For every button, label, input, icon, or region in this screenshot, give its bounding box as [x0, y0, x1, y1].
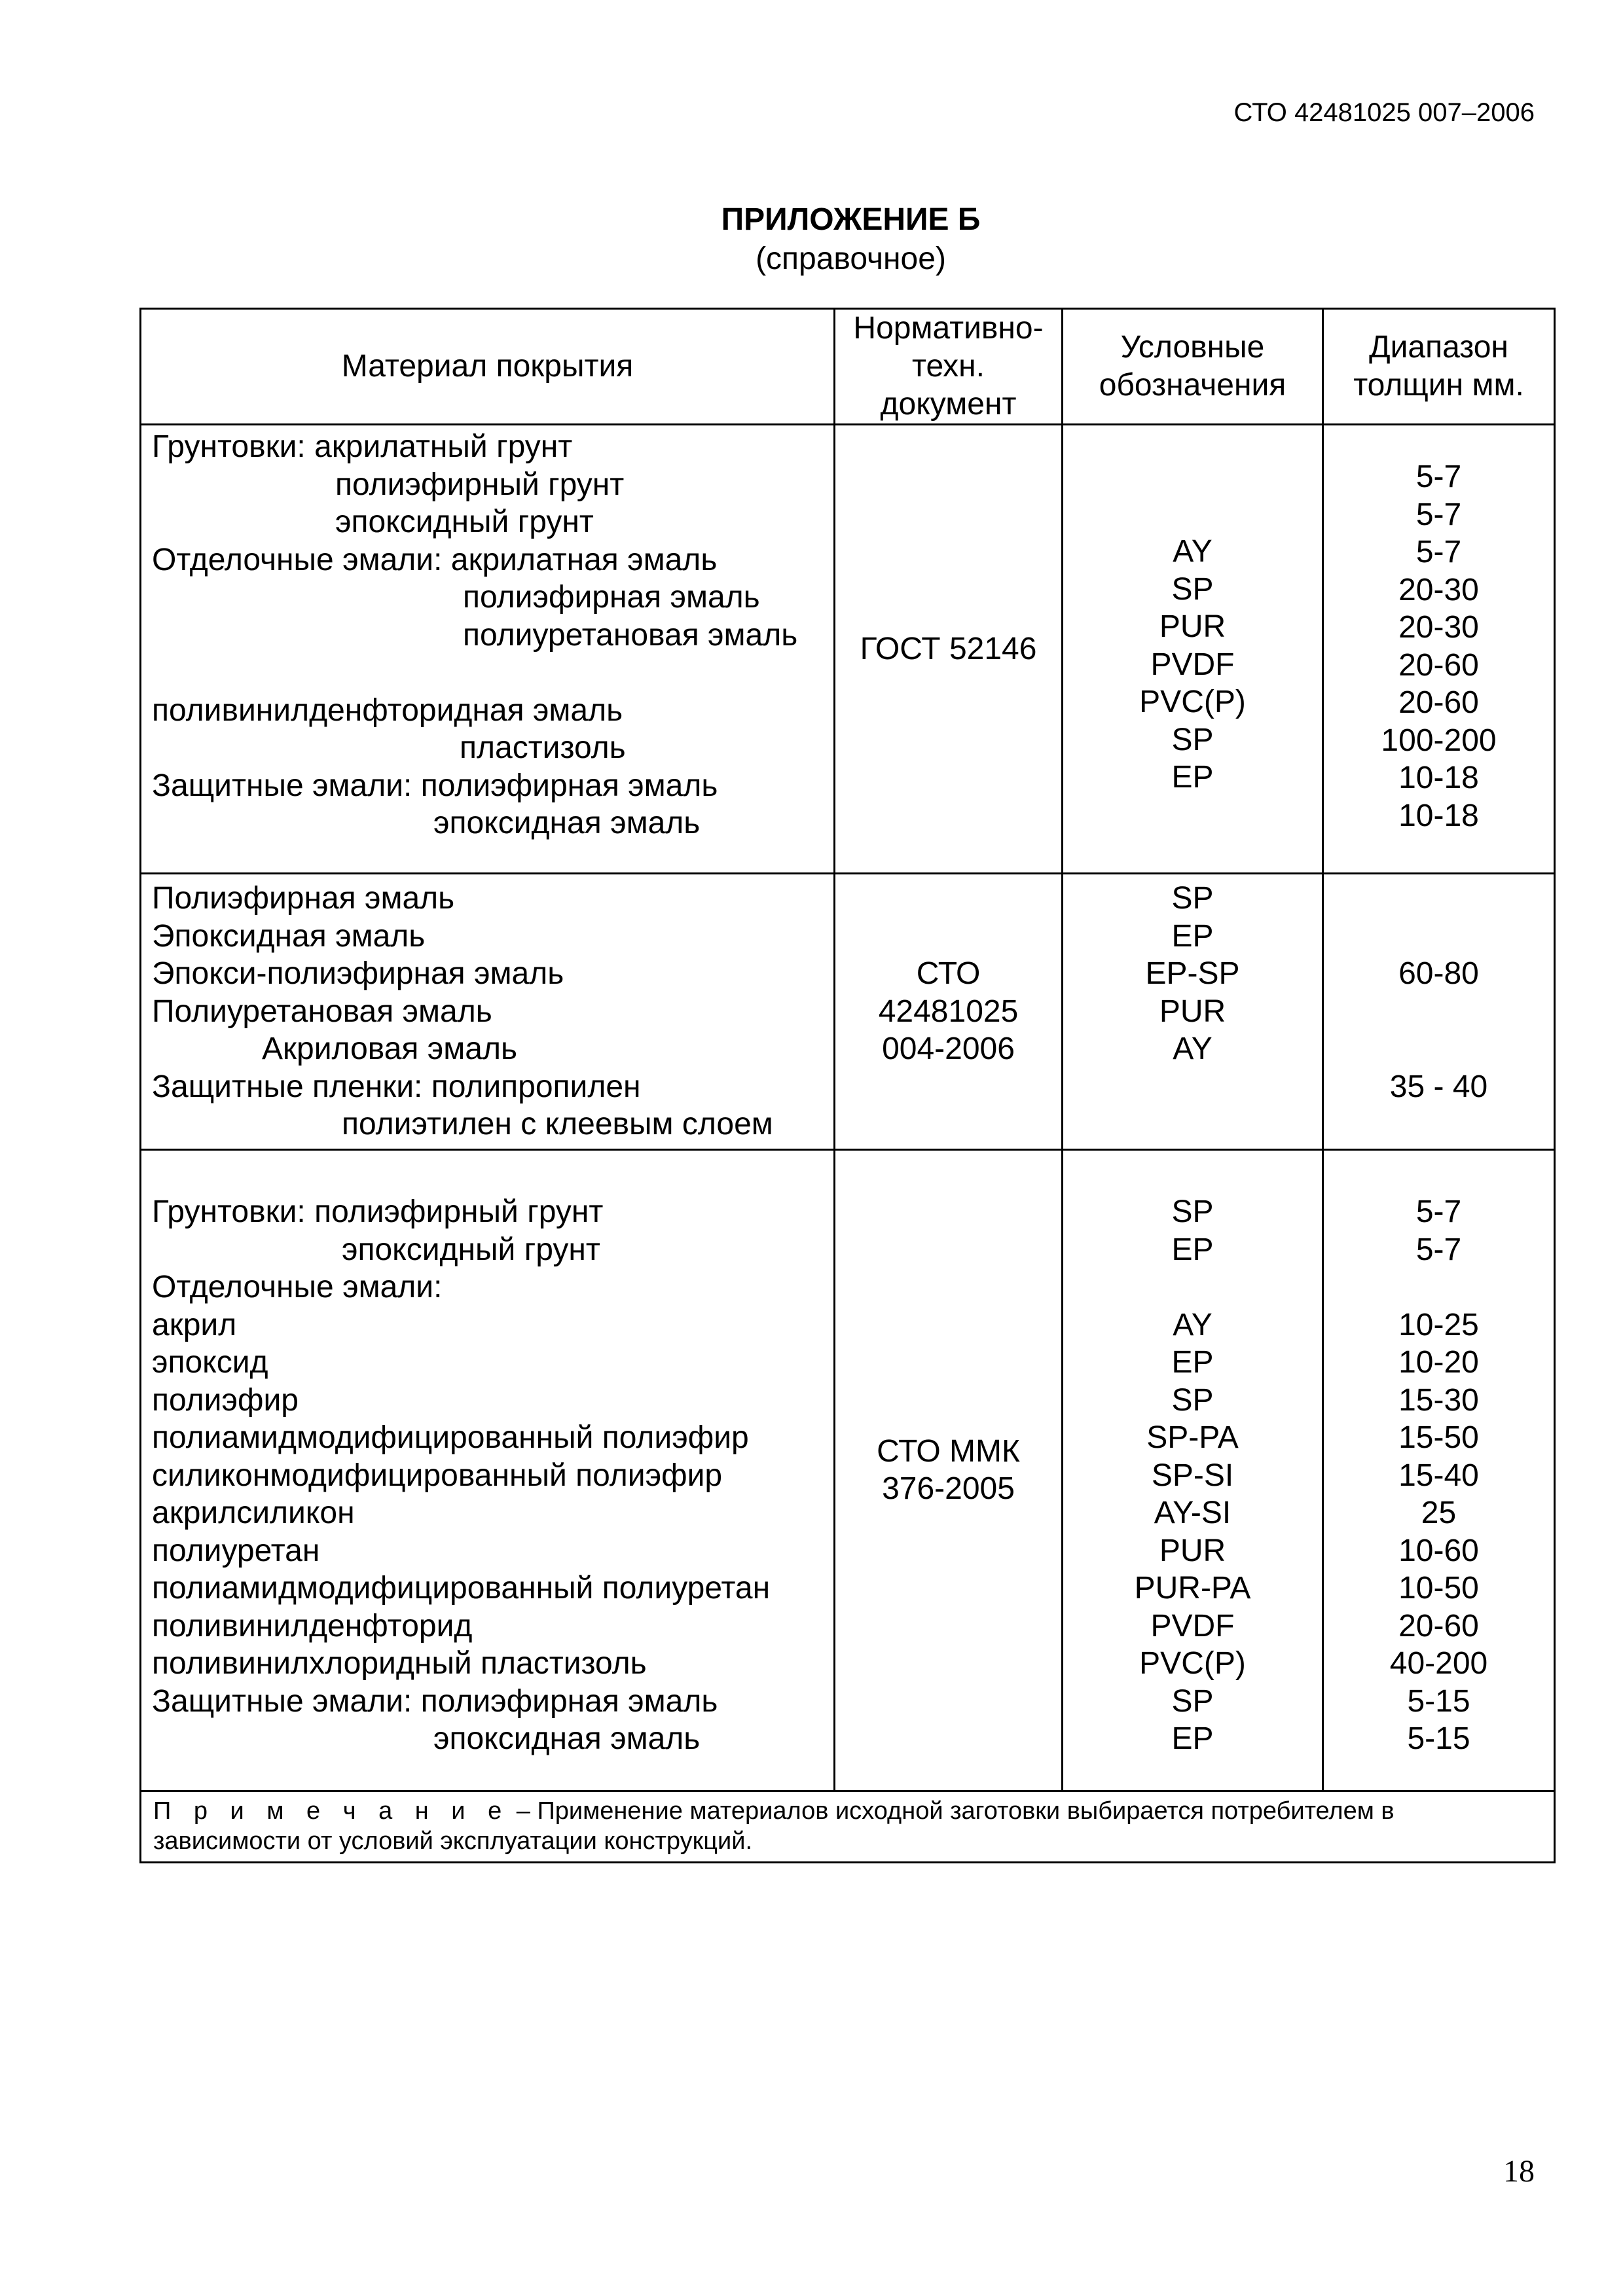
thickness-line: 10-25	[1398, 1307, 1479, 1342]
material-line	[152, 654, 823, 692]
designation-line: EP-SP	[1145, 956, 1240, 991]
designation-line: EP	[1171, 1232, 1214, 1267]
designation-line: EP	[1171, 918, 1214, 954]
thickness-line	[1334, 880, 1543, 918]
material-line: полиэфир	[152, 1382, 299, 1418]
designation-line	[1074, 1156, 1311, 1194]
material-line: полиамидмодифицированный полиэфир	[152, 1420, 749, 1455]
thickness-line: 20-60	[1398, 685, 1479, 720]
designation-line: SP	[1171, 571, 1214, 607]
thickness-line: 5-7	[1415, 535, 1462, 569]
material-line: Защитные эмали: полиэфирная эмаль	[152, 768, 718, 803]
material-line: полиэтилен с клеевым слоем	[342, 1107, 773, 1141]
designation-line: PVC(P)	[1139, 1646, 1246, 1681]
designation-line: EP	[1171, 1345, 1214, 1380]
material-line: Грунтовки: акрилатный грунт	[152, 429, 573, 464]
thickness-line: 15-50	[1398, 1420, 1479, 1455]
header-document	[835, 309, 1063, 425]
thickness-line	[1334, 1268, 1543, 1306]
document-line: 004-2006	[882, 1031, 1015, 1066]
header-line: Нормативно-	[853, 311, 1044, 346]
material-line: силиконмодифицированный полиэфир	[152, 1458, 723, 1493]
material-line: полиамидмодифицированный полиуретан	[152, 1571, 771, 1605]
material-line: Полиэфирная эмаль	[152, 881, 455, 916]
material-line	[152, 1156, 823, 1194]
material-line: эпоксидная эмаль	[433, 1721, 701, 1756]
designation-cell	[1063, 874, 1323, 1150]
material-line: Защитные пленки: полипропилен	[152, 1069, 641, 1104]
material-line: эпоксидная эмаль	[433, 806, 701, 840]
thickness-line: 5-15	[1407, 1721, 1470, 1756]
thickness-line: 20-30	[1398, 610, 1479, 645]
thickness-cell	[1323, 1149, 1555, 1791]
material-line: Акриловая эмаль	[262, 1031, 517, 1066]
designation-line	[1074, 1105, 1311, 1143]
thickness-line: 60-80	[1398, 956, 1479, 991]
page-number: 18	[1503, 2154, 1535, 2189]
designation-cell	[1063, 1149, 1323, 1791]
thickness-line: 20-30	[1398, 572, 1479, 607]
thickness-line: 5-7	[1415, 497, 1462, 532]
header-thickness	[1323, 309, 1555, 425]
header-line: документ	[880, 387, 1017, 422]
designation-line: PUR	[1159, 994, 1226, 1029]
header-line: толщин мм.	[1353, 368, 1524, 403]
material-line: поливинилденфторидная эмаль	[152, 692, 623, 728]
header-line: Условные	[1120, 330, 1265, 365]
thickness-cell	[1323, 874, 1555, 1150]
note-text: – Применение материалов исходной заготовки выбирается потребителем в зависимости от условий эксплуатации конструкций.	[153, 1797, 1395, 1855]
designation-line: AY	[1173, 534, 1213, 569]
designation-line: AY	[1173, 1031, 1213, 1066]
document-line: 42481025	[878, 994, 1019, 1029]
document-cell	[835, 425, 1063, 874]
designation-line: PUR-PA	[1134, 1571, 1251, 1605]
thickness-line: 100-200	[1381, 723, 1497, 758]
material-line: эпоксид	[152, 1345, 268, 1380]
header-line: техн.	[912, 349, 985, 384]
designation-line: SP	[1171, 722, 1214, 757]
designation-line: PUR	[1159, 609, 1226, 645]
material-line: Полиуретановая эмаль	[152, 994, 492, 1029]
material-line: Отделочные эмали: акрилатная эмаль	[152, 542, 718, 577]
thickness-line	[1334, 993, 1543, 1031]
appendix-title: ПРИЛОЖЕНИЕ Б	[721, 202, 981, 237]
designation-line: SP-PA	[1146, 1420, 1239, 1455]
material-cell	[141, 425, 835, 874]
material-cell	[141, 1149, 835, 1791]
thickness-line: 15-30	[1398, 1382, 1479, 1418]
material-line: эпоксидный грунт	[335, 505, 594, 539]
thickness-line: 20-60	[1398, 647, 1479, 683]
table-header-row	[141, 309, 1555, 425]
table-row	[141, 874, 1555, 1150]
thickness-line: 20-60	[1398, 1608, 1479, 1643]
material-cell	[141, 874, 835, 1150]
thickness-line	[1334, 918, 1543, 956]
thickness-cell	[1323, 425, 1555, 874]
material-line: акрилсиликон	[152, 1496, 355, 1530]
document-cell	[835, 1149, 1063, 1791]
note-label: П р и м е ч а н и е	[153, 1797, 510, 1825]
appendix-subtitle: (справочное)	[756, 242, 946, 276]
material-line: полиуретан	[152, 1533, 320, 1568]
thickness-line: 40-200	[1389, 1646, 1488, 1681]
material-line: Отделочные эмали:	[152, 1270, 443, 1304]
header-material	[141, 309, 835, 425]
thickness-line	[1334, 1030, 1543, 1068]
designation-line: SP	[1171, 1683, 1214, 1719]
material-line: Защитные эмали: полиэфирная эмаль	[152, 1683, 718, 1719]
designation-line: SP	[1171, 1194, 1214, 1229]
header-line: обозначения	[1099, 368, 1286, 403]
document-line: СТО	[916, 956, 981, 991]
table-row	[141, 1149, 1555, 1791]
thickness-line: 5-7	[1415, 459, 1462, 494]
thickness-line: 25	[1421, 1496, 1457, 1530]
document-line: ГОСТ 52146	[860, 631, 1037, 666]
thickness-line: 10-20	[1398, 1345, 1479, 1380]
thickness-line: 10-60	[1398, 1533, 1479, 1568]
designation-line	[1074, 1068, 1311, 1106]
table-row	[141, 425, 1555, 874]
designation-line: SP-SI	[1151, 1458, 1234, 1493]
material-line: эпоксидный грунт	[342, 1232, 600, 1267]
header-line: Диапазон	[1369, 330, 1508, 365]
material-line: полиуретановая эмаль	[463, 617, 798, 653]
header-designation	[1063, 309, 1323, 425]
thickness-line: 5-15	[1407, 1683, 1470, 1719]
thickness-line: 10-18	[1398, 761, 1479, 795]
material-line: Эпокси-полиэфирная эмаль	[152, 956, 564, 991]
thickness-line: 5-7	[1415, 1194, 1462, 1229]
materials-table	[139, 308, 1556, 1863]
table-body	[141, 425, 1555, 1863]
thickness-line: 5-7	[1415, 1232, 1462, 1267]
designation-line: PUR	[1159, 1533, 1226, 1568]
thickness-line	[1334, 1105, 1543, 1143]
material-line: пластизоль	[460, 730, 626, 765]
thickness-line: 10-50	[1398, 1571, 1479, 1605]
designation-line: AY-SI	[1154, 1496, 1231, 1530]
thickness-line	[1334, 1156, 1543, 1194]
header-line: Материал покрытия	[341, 349, 634, 384]
note-cell	[141, 1791, 1555, 1862]
document-cell	[835, 874, 1063, 1150]
designation-line: EP	[1171, 760, 1214, 795]
material-line: Грунтовки: полиэфирный грунт	[152, 1194, 604, 1229]
designation-line	[1074, 1268, 1311, 1306]
material-line: акрил	[152, 1307, 237, 1342]
document-code: СТО 42481025 007–2006	[1233, 98, 1535, 127]
document-line: СТО ММК	[877, 1433, 1020, 1469]
material-line: поливинилденфторид	[152, 1608, 473, 1643]
thickness-line: 10-18	[1398, 798, 1479, 833]
document-line: 376-2005	[882, 1471, 1015, 1506]
designation-line: EP	[1171, 1721, 1214, 1756]
material-line: полиэфирная эмаль	[463, 580, 760, 615]
thickness-line: 35 - 40	[1389, 1069, 1488, 1104]
material-line: Эпоксидная эмаль	[152, 918, 426, 954]
designation-line: PVDF	[1150, 647, 1235, 682]
designation-line: SP	[1171, 1382, 1214, 1418]
thickness-line: 15-40	[1398, 1458, 1479, 1493]
designation-line: SP	[1171, 881, 1214, 916]
designation-cell	[1063, 425, 1323, 874]
note-row	[141, 1791, 1555, 1862]
material-line: полиэфирный грунт	[335, 467, 625, 502]
designation-line: PVC(P)	[1139, 685, 1246, 720]
designation-line: AY	[1173, 1307, 1213, 1342]
material-line: поливинилхлоридный пластизоль	[152, 1646, 647, 1681]
designation-line: PVDF	[1150, 1608, 1235, 1643]
